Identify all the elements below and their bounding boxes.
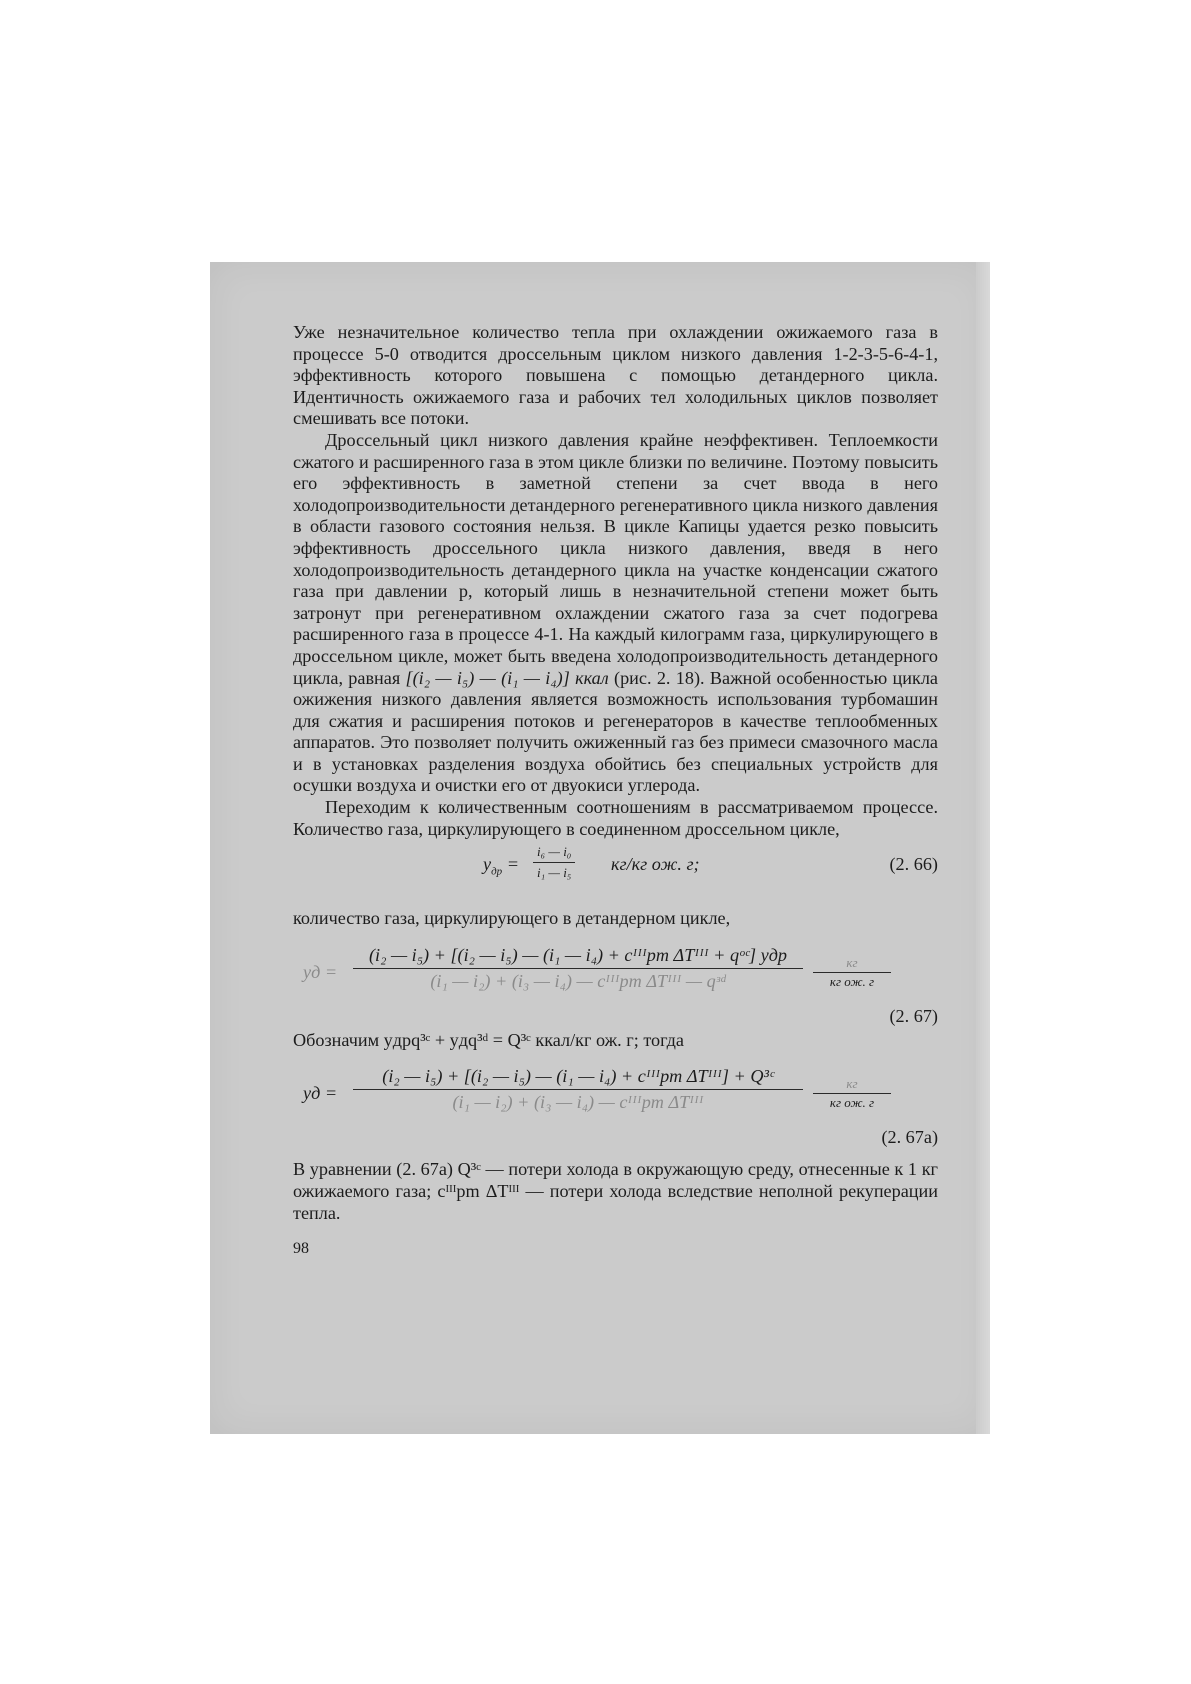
equation-number: (2. 66): [889, 854, 938, 875]
paragraph: Переходим к количественным соотношениям в рассматриваемом процессе. Количество газа, циркулирующего в соединенном дроссельном цикле,: [293, 797, 938, 839]
paragraph: Уже незначительное количество тепла при охлаждении ожижаемого газа в процессе 5-0 отводится дроссельным циклом низкого давления 1-2-3-5-6-4-1, эффективность которого повышена с помощью детандерного цикла. Идентичность ожижаемого газа и рабочих тел холодильных циклов позволяет смешивать все потоки.: [293, 322, 938, 429]
equation-2-67a: [293, 1063, 938, 1127]
equation-number: (2. 67а): [881, 1127, 938, 1148]
equation-number: (2. 67): [889, 1005, 938, 1026]
equation-unit: кг кг ож. г: [813, 954, 891, 991]
paragraph: количество газа, циркулирующего в детандерном цикле,: [293, 908, 731, 929]
equation-lhs: $y_{др}$ =: [483, 854, 519, 878]
inline-formula: [(i₂ — i₅) — (i₁ — i₄)] ккал: [405, 667, 609, 688]
equation-fraction: $\frac{\text{i₆ — i₀}}{\text{i₁ — i₅}}$: [533, 842, 575, 883]
equation-fraction: (i₂ — i₅) + [(i₂ — i₅) — (i₁ — i₄) + cᴵᴵᴵpm ΔTᴵᴵᴵ + qᵒᶜ] yдр (i₁ — i₂) + (i₃ — i₄) — cᴵᴵᴵpm ΔTᴵᴵᴵ — qᵌᵈ: [353, 942, 803, 993]
equation-lhs: yд =: [303, 1083, 338, 1104]
paragraph-text: Дроссельный цикл низкого давления крайне неэффективен. Теплоемкости сжатого и расширенного газа в этом цикле близки по величине. Поэтому повысить его эффективность в заметной степени за счет ввода в него холодопроизводительности детандерного регенеративного цикла низкого давления в области газового состояния нельзя. В цикле Капицы удается резко повысить эффективность дроссельного цикла низкого давления, введя в него холодопроизводительность детандерного цикла на участке конденсации сжатого газа при давлении p, который лишь в незначительной степени может быть затронут при регенеративном охлаждении сжатого газа за счет подогрева расширенного газа в процессе 4-1. На каждый килограмм газа, циркулирующего в дроссельном цикле, может быть введена холодопроизводительность детандерного цикла, равная: [293, 429, 938, 688]
equation-lhs: yд =: [303, 961, 338, 982]
paragraph: [293, 430, 938, 797]
scanned-page: [210, 262, 990, 1434]
equation-fraction: (i₂ — i₅) + [(i₂ — i₅) — (i₁ — i₄) + cᴵᴵᴵpm ΔTᴵᴵᴵ] + Q³ᶜ (i₁ — i₂) + (i₃ — i₄) — cᴵᴵᴵpm ΔTᴵᴵᴵ: [353, 1063, 803, 1114]
equation-unit: кг кг ож. г: [813, 1075, 891, 1112]
equation-unit: кг/кг ож. г;: [611, 854, 700, 875]
page-text: [293, 322, 938, 1260]
paragraph-text: (рис. 2. 18). Важной особенностью цикла ожижения низкого давления является возможность использования турбомашин для сжатия и расширения потоков и регенераторов в качестве теплообменных аппаратов. Это позволяет получить ожиженный газ без примеси смазочного масла и в установках разделения воздуха обойтись без специальных устройств для осушки воздуха и очистки его от двуокиси углерода.: [293, 667, 938, 796]
paragraph: Обозначим yдрq³ᶜ + yдq³ᵈ = Q³ᶜ ккал/кг ож. г; тогда: [293, 1029, 685, 1050]
paragraph: В уравнении (2. 67а) Q³ᶜ — потери холода в окружающую среду, отнесенные к 1 кг ожижаемого газа; cᴵᴵᴵpm ΔTᴵᴵᴵ — потери холода вследствие неполной рекуперации тепла.: [293, 1159, 938, 1223]
equation-2-67: [293, 942, 938, 1006]
equation-2-66: [293, 840, 938, 890]
page-number: 98: [293, 1240, 309, 1258]
